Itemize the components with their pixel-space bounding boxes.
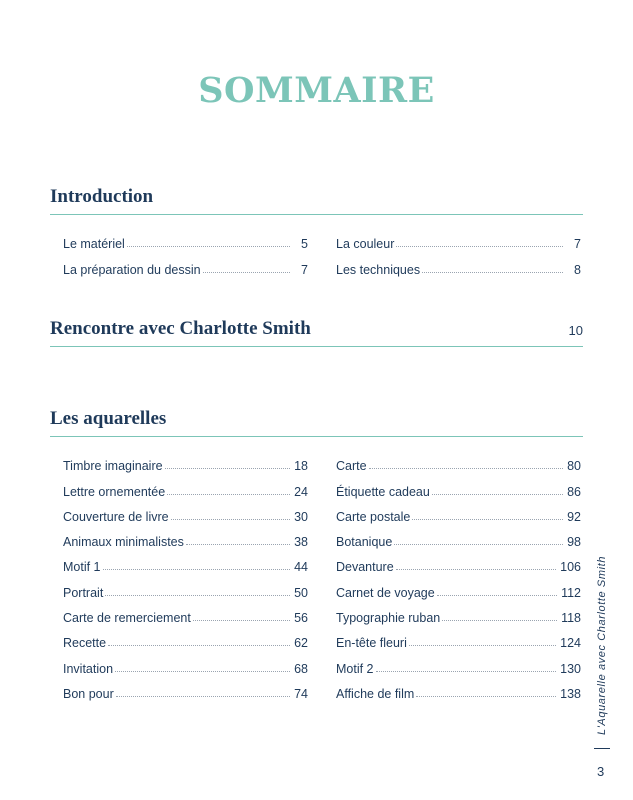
dot-leader — [193, 620, 290, 621]
toc-entry-page: 124 — [560, 636, 581, 651]
toc-entry — [63, 524, 308, 549]
dot-leader — [416, 696, 556, 697]
dot-leader — [376, 671, 557, 672]
section-title-rencontre: Rencontre avec Charlotte Smith — [50, 318, 311, 339]
toc-entry-label: Timbre imaginaire — [63, 459, 163, 474]
toc-entry-label: Affiche de film — [336, 686, 415, 701]
section-header-aquarelles — [50, 408, 583, 437]
toc-entry-page: 92 — [567, 509, 581, 524]
dot-leader — [165, 468, 290, 469]
toc-entry-label: Invitation — [63, 661, 114, 676]
toc-entry-label: Botanique — [336, 535, 393, 550]
dot-leader — [409, 645, 556, 646]
toc-entry-page: 50 — [294, 585, 308, 600]
section-title-aquarelles: Les aquarelles — [50, 408, 167, 429]
toc-entry-label: Carte postale — [336, 509, 411, 524]
dot-leader — [203, 272, 290, 273]
toc-entry — [336, 473, 581, 498]
toc-entry-page: 118 — [561, 611, 581, 626]
dot-leader — [186, 544, 290, 545]
dot-leader — [396, 246, 563, 247]
toc-entry-page: 62 — [294, 636, 308, 651]
toc-entry-label: La couleur — [336, 237, 395, 252]
dot-leader — [422, 272, 563, 273]
toc-entry-page: 30 — [294, 509, 308, 524]
toc-entry-page: 138 — [560, 686, 581, 701]
dot-leader — [432, 494, 563, 495]
toc-entry-label: Lettre ornementée — [63, 484, 166, 499]
toc-entry — [336, 625, 581, 650]
toc-entry — [63, 650, 308, 675]
toc-entry-page: 38 — [294, 535, 308, 550]
dot-leader — [412, 519, 563, 520]
toc-entry — [336, 650, 581, 675]
dot-leader — [394, 544, 563, 545]
toc-entry-page: 74 — [294, 686, 308, 701]
toc-entry-page: 98 — [567, 535, 581, 550]
toc-entry — [63, 549, 308, 574]
toc-entry-label: Couverture de livre — [63, 509, 169, 524]
toc-entry — [336, 574, 581, 599]
toc-entry-page: 5 — [301, 237, 308, 252]
toc-entry — [63, 574, 308, 599]
dot-leader — [103, 569, 290, 570]
toc-entry — [336, 251, 581, 276]
toc-entry — [63, 251, 308, 276]
toc-entry — [336, 226, 581, 251]
toc-column-aquarelles-left — [63, 448, 308, 701]
toc-entry-page: 56 — [294, 611, 308, 626]
toc-entry-label: Carte de remerciement — [63, 611, 191, 626]
dot-leader — [171, 519, 290, 520]
page-number: 3 — [597, 764, 605, 779]
dot-leader — [127, 246, 290, 247]
toc-entry-label: Le matériel — [63, 237, 125, 252]
toc-entry-label: Recette — [63, 636, 107, 651]
toc-entry-page: 80 — [567, 459, 581, 474]
toc-entry-page: 7 — [301, 262, 308, 277]
dot-leader — [167, 494, 290, 495]
book-title-vertical: L'Aquarelle avec Charlotte Smith — [596, 555, 608, 735]
toc-entry-page: 112 — [561, 585, 581, 600]
toc-entry-page: 106 — [560, 560, 581, 575]
toc-entry-label: Bon pour — [63, 686, 114, 701]
toc-entry — [63, 448, 308, 473]
toc-entry-label: Étiquette cadeau — [336, 484, 430, 499]
section-page-rencontre: 10 — [568, 323, 583, 338]
toc-entry-page: 24 — [294, 484, 308, 499]
dot-leader — [369, 468, 563, 469]
toc-column-aquarelles-right — [336, 448, 581, 701]
toc-entry-page: 7 — [574, 237, 581, 252]
sidebar-divider — [594, 748, 610, 749]
toc-entry — [63, 600, 308, 625]
toc-entry-label: Motif 2 — [336, 661, 374, 676]
toc-entry-label: Carte — [336, 459, 367, 474]
toc-entry — [63, 499, 308, 524]
toc-entry — [63, 473, 308, 498]
toc-entry-label: En-tête fleuri — [336, 636, 407, 651]
section-title-introduction: Introduction — [50, 186, 154, 207]
section-header-rencontre — [50, 318, 583, 347]
toc-entry-page: 8 — [574, 262, 581, 277]
toc-entry-label: Devanture — [336, 560, 394, 575]
dot-leader — [105, 595, 290, 596]
toc-entry-page: 86 — [567, 484, 581, 499]
toc-entry-label: Motif 1 — [63, 560, 101, 575]
toc-entry — [63, 676, 308, 701]
toc-entry-page: 18 — [294, 459, 308, 474]
dot-leader — [437, 595, 557, 596]
toc-entry-label: Les techniques — [336, 262, 421, 277]
toc-entry — [336, 499, 581, 524]
toc-column-introduction-left — [63, 226, 308, 277]
page-title: SOMMAIRE — [198, 70, 435, 111]
toc-column-introduction-right — [336, 226, 581, 277]
toc-entry-page: 130 — [560, 661, 581, 676]
toc-entry-label: Portrait — [63, 585, 104, 600]
dot-leader — [442, 620, 557, 621]
toc-entry — [336, 524, 581, 549]
toc-entry-label: Typographie ruban — [336, 611, 441, 626]
toc-entry-page: 68 — [294, 661, 308, 676]
toc-entry — [63, 226, 308, 251]
toc-entry — [336, 600, 581, 625]
dot-leader — [116, 696, 290, 697]
dot-leader — [115, 671, 290, 672]
toc-entry-label: Carnet de voyage — [336, 585, 435, 600]
toc-entry — [336, 549, 581, 574]
toc-entry — [63, 625, 308, 650]
toc-entry — [336, 676, 581, 701]
section-header-introduction — [50, 186, 583, 215]
dot-leader — [396, 569, 556, 570]
toc-entry-label: La préparation du dessin — [63, 262, 201, 277]
toc-entry-page: 44 — [294, 560, 308, 575]
toc-entry — [336, 448, 581, 473]
dot-leader — [108, 645, 290, 646]
toc-entry-label: Animaux minimalistes — [63, 535, 184, 550]
